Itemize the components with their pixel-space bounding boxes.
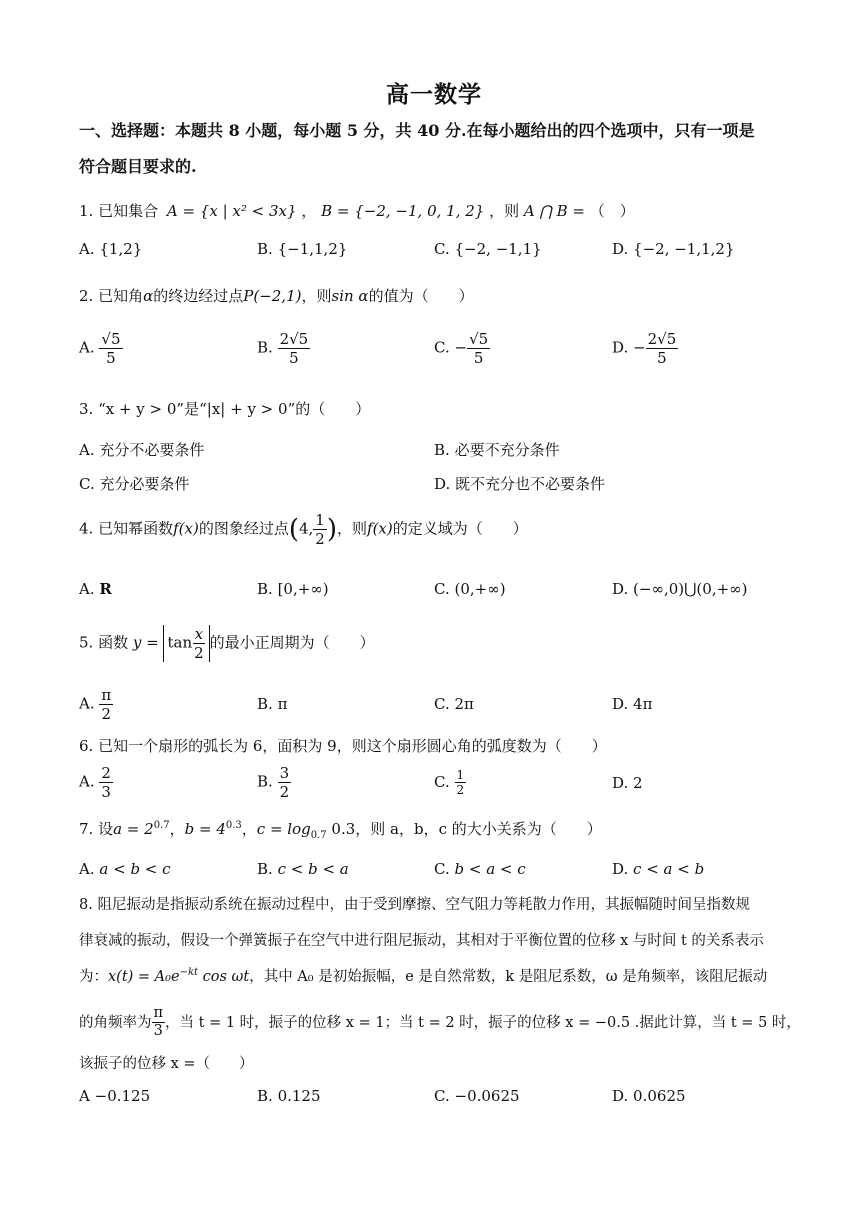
intersection-expr: A ⋂ B = [523,202,585,220]
question-8-line2: 律衰减的振动，假设一个弹簧振子在空气中进行阻尼振动，其相对于平衡位置的位移 x 与时间 t 的关系表示 [79,933,764,949]
q6-option-b[interactable]: B. $\frac{3}{2}$ [257,764,290,801]
q8-option-c[interactable]: C. −0.0625 [434,1087,520,1105]
q2-option-b[interactable]: B. $\frac{2√5}{5}$ [257,330,309,367]
q2-option-a[interactable]: A. $\frac{√5}{5}$ [79,330,121,367]
question-7: 7. 设$a = 2^{0.7}$，$b = 4^{0.3}$，$c = \log_{0.7} 0.3$，则 a，b，c 的大小关系为（ ） [79,820,602,841]
q4-option-c[interactable]: C. (0,+∞) [434,580,506,598]
q8-option-a[interactable]: A −0.125 [79,1087,151,1105]
q7-option-c[interactable]: C. b < a < c [434,860,526,878]
q3-option-b[interactable]: B. 必要不充分条件 [434,441,560,459]
page-title: 高一数学 [386,81,482,108]
q3-option-a[interactable]: A. 充分不必要条件 [79,441,205,459]
question-8-line3: 为：$x(t) = A_0e^{-kt}$ cos ωt，其中 A₀ 是初始振幅，e 是自然常数，k 是阻尼系数，ω 是角频率，该阻尼振动 [79,967,768,985]
set-b: B = {−2, −1, 0, 1, 2} [321,202,485,220]
q1-option-c[interactable]: C. {−2, −1,1} [434,240,542,258]
q6-option-a[interactable]: A. $\frac{2}{3}$ [79,764,111,801]
q2-option-c[interactable]: C. − $\frac{√5}{5}$ [434,330,489,367]
q5-option-c[interactable]: C. 2π [434,695,474,713]
q5-option-a[interactable]: A. $\frac{\pi}{2}$ [79,686,112,723]
q1-option-d[interactable]: D. {−2, −1,1,2} [612,240,735,258]
q3-option-d[interactable]: D. 既不充分也不必要条件 [434,475,606,493]
question-8-line5: 该振子的位移 x =（ ） [79,1056,254,1072]
q2-option-d[interactable]: D. − $\frac{2√5}{5}$ [612,330,677,367]
q5-option-b[interactable]: B. π [257,695,288,713]
q1-option-b[interactable]: B. {−1,1,2} [257,240,348,258]
q7-option-a[interactable]: A. a < b < c [79,860,171,878]
section-heading-cont: 符合题目要求的. [79,157,197,176]
q6-option-c[interactable]: C. $\frac{1}{2}$ [434,768,465,798]
q7-option-b[interactable]: B. c < b < a [257,860,349,878]
q3-option-c[interactable]: C. 充分必要条件 [79,475,190,493]
q7-option-d[interactable]: D. c < a < b [612,860,705,878]
q8-option-d[interactable]: D. 0.0625 [612,1087,686,1105]
q5-option-d[interactable]: D. 4π [612,695,653,713]
q6-option-d[interactable]: D. 2 [612,774,643,792]
question-6: 6. 已知一个扇形的弧长为 6，面积为 9，则这个扇形圆心角的弧度数为（ ） [79,737,607,755]
question-8-line1: 8. 阻尼振动是指振动系统在振动过程中，由于受到摩擦、空气阻力等耗散力作用，其振幅随时间呈指数规 [79,897,750,913]
question-5: 5. 函数 y = tan $\frac{x}{2}$ 的最小正周期为（ ） [79,625,375,662]
q4-option-b[interactable]: B. [0,+∞) [257,580,329,598]
q4-option-a[interactable]: A. R [79,580,112,598]
section-heading: 一、选择题：本题共 8 小题，每小题 5 分，共 40 分.在每小题给出的四个选项中，只有一项是 [79,121,755,140]
set-a: A = {x | x² < 3x} [166,202,297,220]
q4-option-d[interactable]: D. (−∞,0)⋃(0,+∞) [612,580,748,598]
question-2: 2. 已知角α的终边经过点P(−2,1)，则sin α的值为（ ） [79,287,474,305]
question-4: 4. 已知幂函数f(x)的图象经过点(4, $\frac{1}{2}$ )，则f(x)的定义域为（ ） [79,511,528,548]
q8-option-b[interactable]: B. 0.125 [257,1087,321,1105]
question-3: 3. “x + y > 0”是“|x| + y > 0”的（ ） [79,400,371,418]
q1-option-a[interactable]: A. {1,2} [79,240,143,258]
question-1: 1. 已知集合 A = {x | x² < 3x} ， B = {−2, −1, 0, 1, 2} ，则 A ⋂ B = （ ） [79,202,635,220]
question-8-line4: 的角频率为 $\frac{\pi}{3}$ ，当 t = 1 时，振子的位移 x = 1；当 t = 2 时，振子的位移 x = −0.5 .据此计算，当 t = 5 时， [79,1005,801,1040]
